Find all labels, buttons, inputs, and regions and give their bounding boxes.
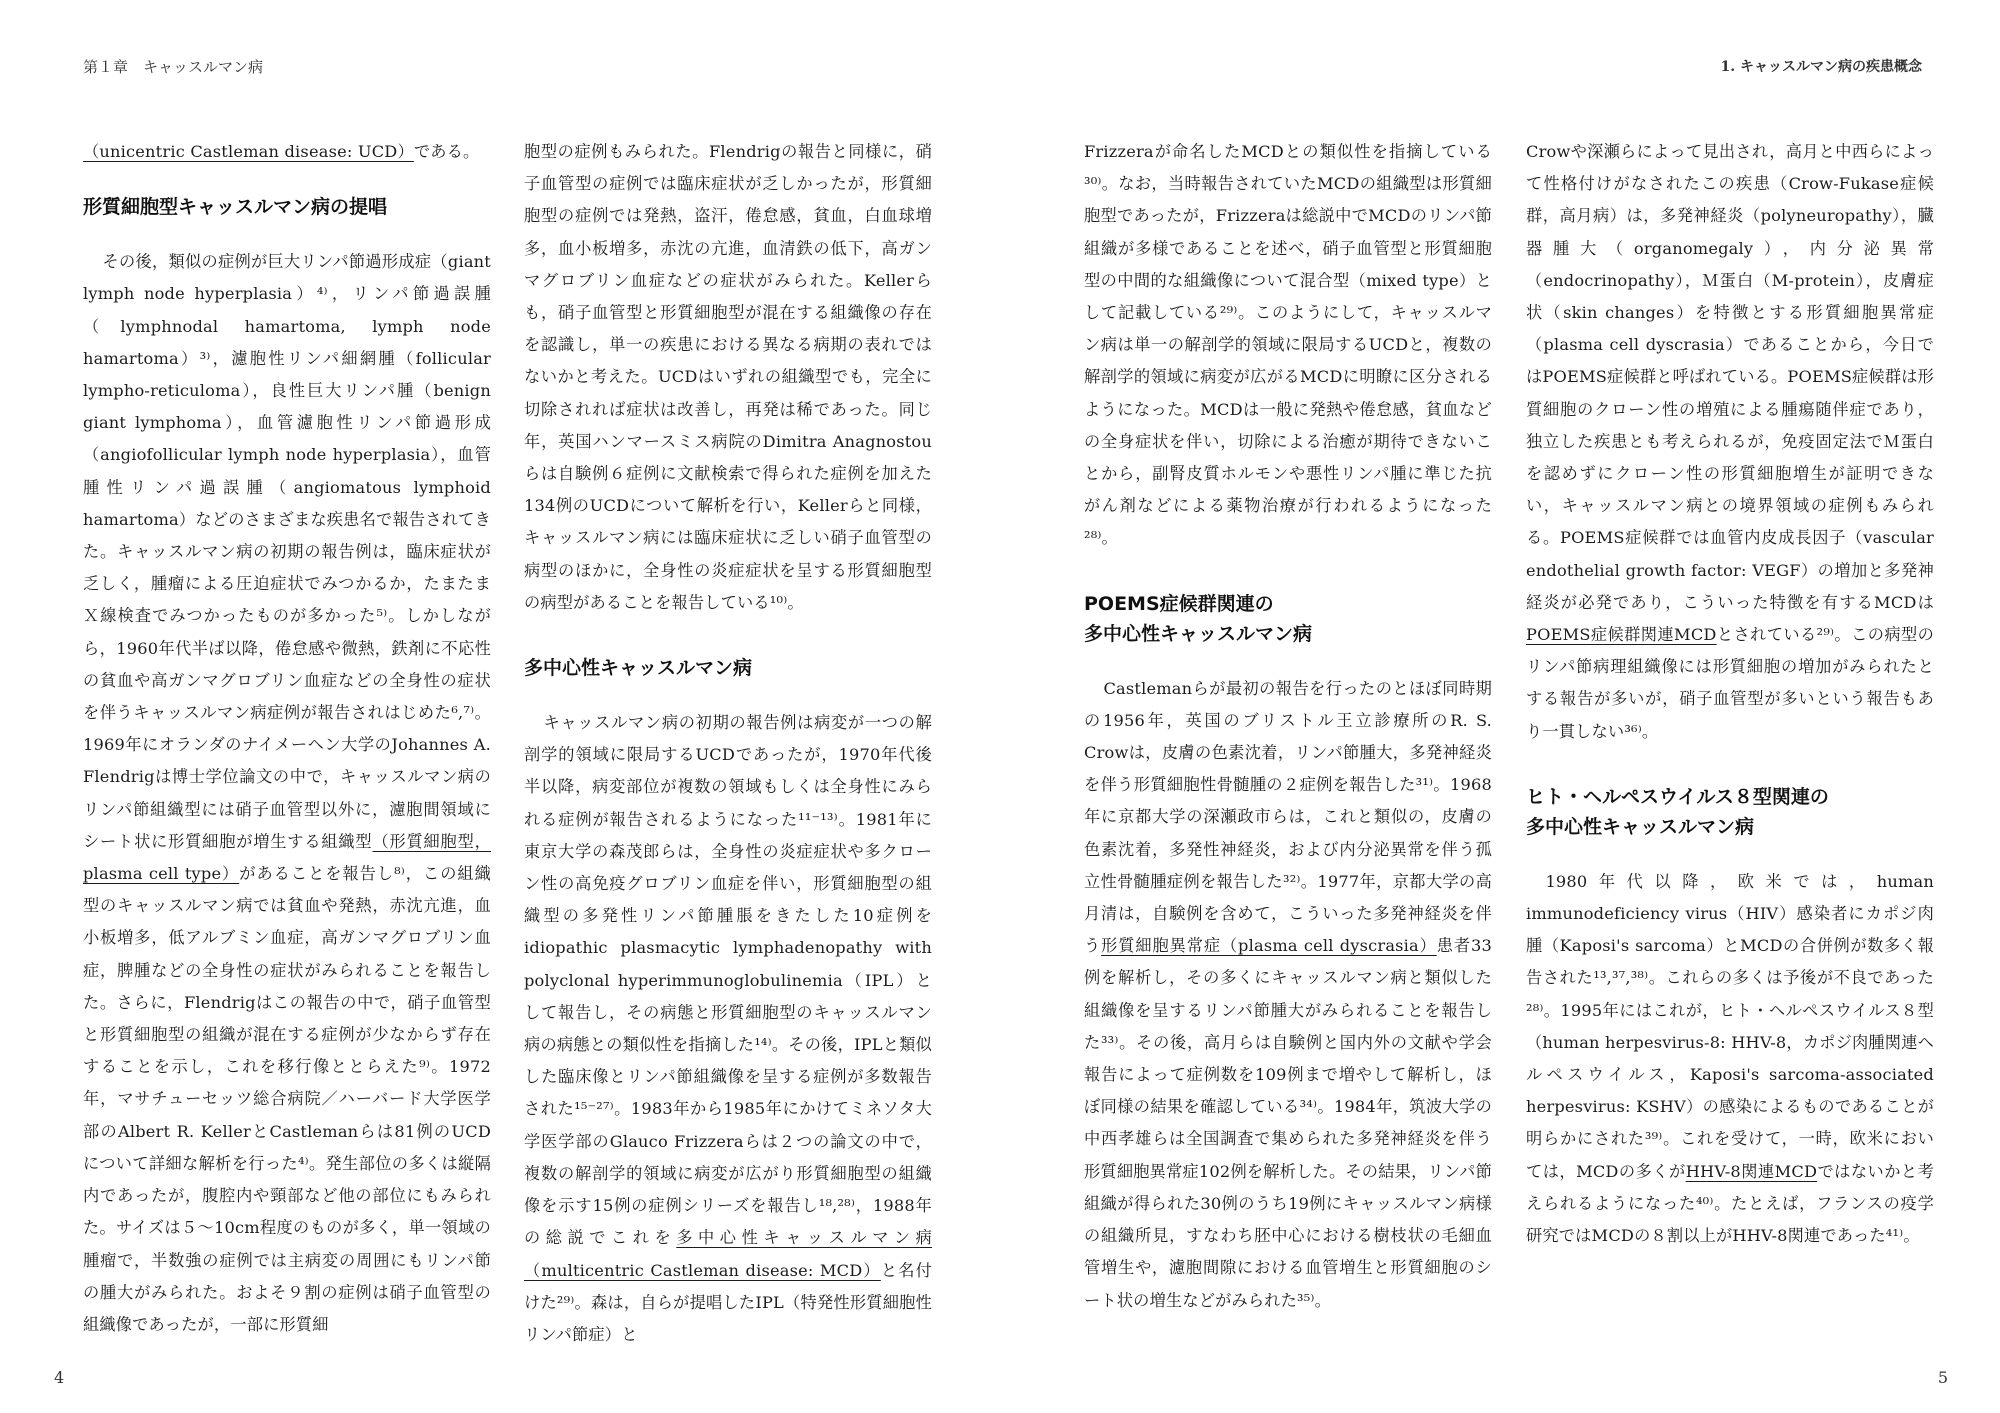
- paragraph: [83, 246, 491, 1341]
- paragraph: [83, 136, 491, 168]
- paragraph: [1084, 673, 1492, 1317]
- paragraph: [524, 707, 932, 1351]
- paragraph: [1526, 136, 1934, 748]
- section-heading: 多中心性キャッスルマン病: [524, 657, 753, 680]
- underlined-term: HHV-8関連MCD: [1685, 1161, 1818, 1181]
- section-heading: [1084, 589, 1492, 649]
- heading-line: POEMS症候群関連の: [1084, 592, 1274, 615]
- heading-line: 多中心性キャッスルマン病: [1084, 622, 1313, 645]
- text-column-2: [524, 136, 932, 1351]
- section-heading: 形質細胞型キャッスルマン病の提唱: [83, 196, 388, 219]
- text-run: である。: [413, 142, 480, 161]
- heading-line: 多中心性キャッスルマン病: [1526, 815, 1755, 838]
- text-run: と名付けた²⁹⁾。森は，自らが提唱したIPL（特発性形質細胞性リンパ節症）と: [524, 1260, 932, 1344]
- text-run: があることを報告し⁸⁾，この組織型のキャッスルマン病では貧血や発熱，赤沈亢進，血小板増多，低アルブミン血症，高ガンマグロブリン血症，脾腫などの全身性の症状がみられることを報告した。さらに，Flendrigはこの報告の中で，硝子血管型と形質細胞型の組織が混在する症例が少なからず存在することを示し，これを移行像ととらえた⁹⁾。1972年，マサチューセッツ総合病院／ハーバード大学医学部のAlbert R. KellerとCastlemanらは81例のUCDについて詳細な解析を行った⁴⁾。発生部位の多くは縦隔内であったが，腹腔内や頸部など他の部位にもみられた。サイズは５～10cm程度のものが多く，単一領域の腫瘤で，半数強の症例では主病変の周囲にもリンパ節の腫大がみられた。およそ９割の症例は硝子血管型の組織像であったが，一部に形質細: [83, 864, 491, 1334]
- running-head-chapter: 第１章 キャッスルマン病: [83, 58, 264, 76]
- underlined-term: 多中心性キャッスルマン病（multicentric Castleman disease: MCD）: [524, 1228, 932, 1280]
- text-column-3: [1084, 136, 1492, 1317]
- section-heading: [1526, 782, 1934, 842]
- text-run: その後，類似の症例が巨大リンパ節過形成症（giant lymph node hyperplasia）⁴⁾，リンパ節過誤腫（lymphnodal hamartoma, lymph node hamartoma）³⁾，濾胞性リンパ細網腫（follicular lympho-reticuloma），良性巨大リンパ腫（benign giant lymphoma），血管濾胞性リンパ節過形成（angiofollicular lymph node hyperplasia），血管腫性リンパ過誤腫（angiomatous lymphoid hamartoma）などのさまざまな疾患名で報告されてきた。キャッスルマン病の初期の報告例は，臨床症状が乏しく，腫瘤による圧迫症状でみつかるか，たまたまＸ線検査でみつかったものが多かった⁵⁾。しかしながら，1960年代半ば以降，倦怠感や微熱，鉄剤に不応性の貧血や高ガンマグロブリン血症などの全身性の症状を伴うキャッスルマン病症例が報告されはじめた⁶,⁷⁾。1969年にオランダのナイメーヘン大学のJohannes A. Flendrigは博士学位論文の中で，キャッスルマン病のリンパ節組織型には硝子血管型以外に，濾胞間領域にシート状に形質細胞が増生する組織型: [83, 252, 491, 851]
- underlined-term: 形質細胞異常症（plasma cell dyscrasia）: [1101, 936, 1437, 956]
- text-run: Crowや深瀬らによって見出され，高月と中西らによって性格付けがなされたこの疾患（Crow-Fukase症候群，高月病）は，多発神経炎（polyneuropathy），臓器腫大（organomegaly），内分泌異常（endocrinopathy），Ｍ蛋白（M-protein），皮膚症状（skin changes）を特徴とする形質細胞異常症（plasma cell dyscrasia）であることから，今日ではPOEMS症候群と呼ばれている。POEMS症候群は形質細胞のクローン性の増殖による腫瘍随伴症であり，独立した疾患とも考えられるが，免疫固定法でＭ蛋白を認めずにクローン性の形質細胞増生が証明できない，キャッスルマン病との境界領域の症例もみられる。POEMS症候群では血管内皮成長因子（vascular endothelial growth factor: VEGF）の増加と多発神経炎が必発であり，こういった特徴を有するMCDは: [1526, 142, 1934, 612]
- heading-line: ヒト・ヘルペスウイルス８型関連の: [1526, 785, 1829, 808]
- text-run: 患者33例を解析し，その多くにキャッスルマン病と類似した組織像を呈するリンパ節腫大がみられることを報告した³³⁾。その後，高月らは自験例と国内外の文献や学会報告によって症例数を109例まで増やして解析し，ほぼ同様の結果を確認している³⁴⁾。1984年，筑波大学の中西孝雄らは全国調査で集められた多発神経炎を伴う形質細胞異常症102例を解析した。その結果，リンパ節組織が得られた30例のうち19例にキャッスルマン病様の組織所見，すなわち胚中心における樹枝状の毛細血管増生や，濾胞間隙における血管増生と形質細胞のシート状の増生などがみられた³⁵⁾。: [1084, 936, 1492, 1310]
- paragraph: 胞型の症例もみられた。Flendrigの報告と同様に，硝子血管型の症例では臨床症状が乏しかったが，形質細胞型の症例では発熱，盗汗，倦怠感，貧血，白血球増多，血小板増多，赤沈の亢進，血清鉄の低下，高ガンマグロブリン血症などの症状がみられた。Kellerらも，硝子血管型と形質細胞型が混在する組織像の存在を認識し，単一の疾患における異なる病期の表れではないかと考えた。UCDはいずれの組織型でも，完全に切除されれば症状は改善し，再発は稀であった。同じ年，英国ハンマースミス病院のDimitra Anagnostouらは自験例６症例に文献検索で得られた症例を加えた134例のUCDについて解析を行い，Kellerらと同様，キャッスルマン病には臨床症状に乏しい硝子血管型の病型のほかに，全身性の炎症症状を呈する形質細胞型の病型があることを報告している¹⁰⁾。: [524, 142, 932, 612]
- text-run: 1980年代以降，欧米では，human immunodeficiency virus（HIV）感染者にカポジ肉腫（Kaposi's sarcoma）とMCDの合併例が数多く報告された¹³,³⁷,³⁸⁾。これらの多くは予後が不良であった²⁸⁾。1995年にはこれが，ヒト・ヘルペスウイルス８型（human herpesvirus-8: HHV-8，カポジ肉腫関連ヘルペスウイルス，Kaposi's sarcoma-associated herpesvirus: KSHV）の感染によるものであることが明らかにされた³⁹⁾。これを受けて，一時，欧米においては，MCDの多くが: [1526, 871, 1934, 1181]
- text-run: とされている²⁹⁾。この病型のリンパ節病理組織像には形質細胞の増加がみられたとする報告が多いが，硝子血管型が多いという報告もあり一貫しない³⁶⁾。: [1526, 625, 1934, 741]
- text-run: ではないかと考えられるようになった⁴⁰⁾。たとえば，フランスの疫学研究ではMCDの８割以上がHHV-8関連であった⁴¹⁾。: [1526, 1161, 1934, 1246]
- paragraph: Frizzeraが命名したMCDとの類似性を指摘している³⁰⁾。なお，当時報告されていたMCDの組織型は形質細胞型であったが，Frizzeraは総説中でMCDのリンパ節組織が多様であることを述べ，硝子血管型と形質細胞型の中間的な組織像について混合型（mixed type）として記載している²⁹⁾。このようにして，キャッスルマン病は単一の解剖学的領域に限局するUCDと，複数の解剖学的領域に病変が広がるMCDに明瞭に区分されるようになった。MCDは一般に発熱や倦怠感，貧血などの全身症状を伴い，切除による治癒が期待できないことから，副腎皮質ホルモンや悪性リンパ腫に準じた抗がん剤などによる薬物治療が行われるようになった²⁸⁾。: [1084, 142, 1492, 548]
- page-number: 5: [1937, 1368, 1948, 1387]
- underlined-term: （形質細胞型，plasma cell type）: [83, 831, 491, 884]
- underlined-term: （unicentric Castleman disease: UCD）: [83, 142, 414, 161]
- running-head-section: 1. キャッスルマン病の疾患概念: [1720, 59, 1922, 75]
- text-run: キャッスルマン病の初期の報告例は病変が一つの解剖学的領域に限局するUCDであったが，1970年代後半以降，病変部位が複数の領域もしくは全身性にみられる症例が報告されるようになった¹¹⁻¹³⁾。1981年に東京大学の森茂郎らは，全身性の炎症症状や多クローン性の高免疫グロブリン血症を伴い，形質細胞型の組織型の多発性リンパ節腫脹をきたした10症例をidiopathic plasmacytic lymphadenopathy with polyclonal hyperimmunoglobulinemia（IPL）として報告し，その病態と形質細胞型のキャッスルマン病の病態との類似性を指摘した¹⁴⁾。その後，IPLと類似した臨床像とリンパ節組織像を呈する症例が多数報告された¹⁵⁻²⁷⁾。1983年から1985年にかけてミネソタ大学医学部のGlauco Frizzeraらは２つの論文の中で，複数の解剖学的領域に病変が広がり形質細胞型の組織像を示す15例の症例シリーズを報告し¹⁸,²⁸⁾，1988年の総説でこれを: [524, 713, 932, 1248]
- paragraph: [1526, 866, 1934, 1252]
- text-run: Castlemanらが最初の報告を行ったのとほぼ同時期の1956年，英国のブリストル王立診療所のR. S. Crowは，皮膚の色素沈着，リンパ節腫大，多発神経炎を伴う形質細胞性骨髄腫の２症例を報告した³¹⁾。1968年に京都大学の深瀬政市らは，これと類似の，皮膚の色素沈着，多発性神経炎，および内分泌異常を伴う孤立性骨髄腫症例を報告した³²⁾。1977年，京都大学の高月清は，自験例を含めて，こういった多発神経炎を伴う: [1084, 678, 1492, 956]
- right-page: [1000, 0, 2000, 1413]
- underlined-term: POEMS症候群関連MCD: [1526, 625, 1717, 645]
- text-column-1: [83, 136, 491, 1341]
- page-number: 4: [54, 1368, 65, 1387]
- text-column-4: [1526, 136, 1934, 1252]
